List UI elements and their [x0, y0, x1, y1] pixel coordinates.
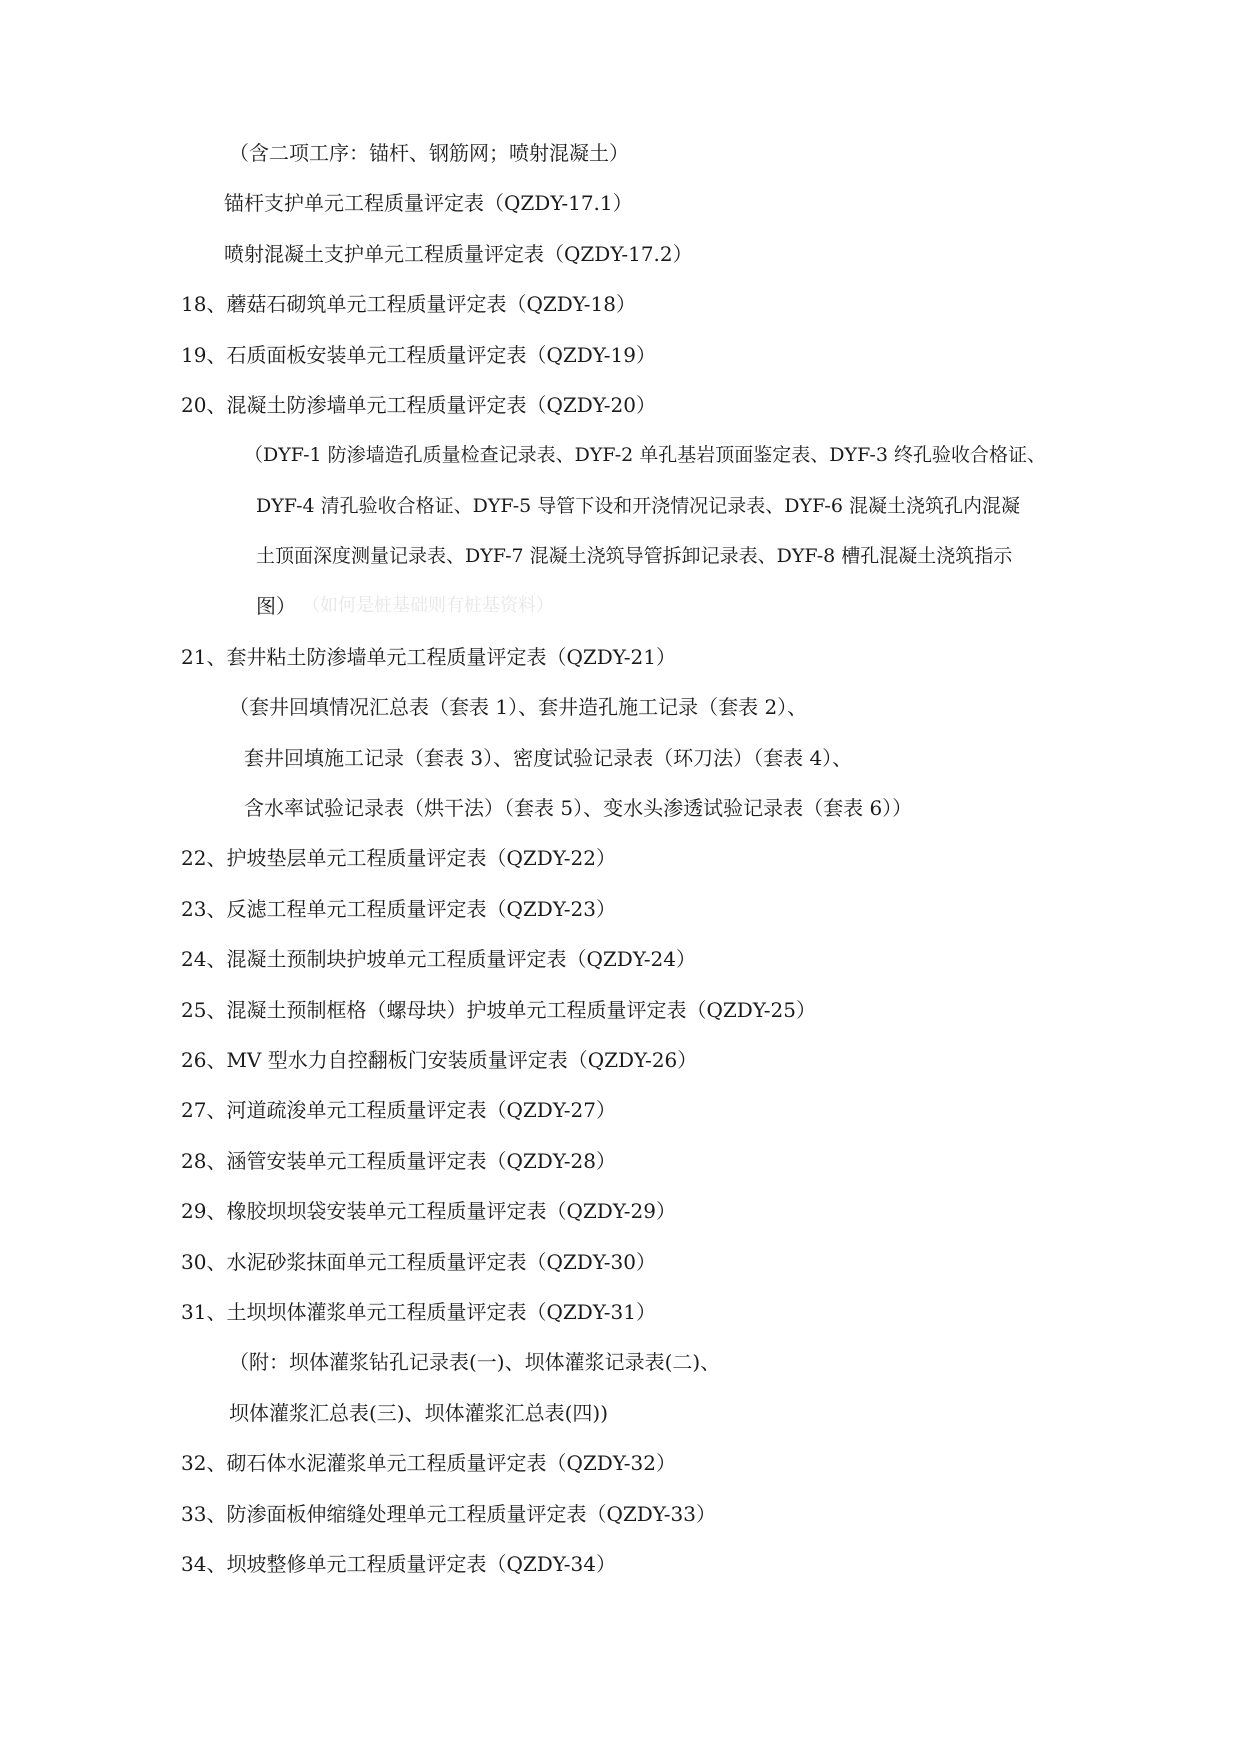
text-line-28: 33、防渗面板伸缩缝处理单元工程质量评定表（QZDY-33） — [181, 1502, 716, 1526]
text-line-7: （DYF-1 防渗墙造孔质量检查记录表、DYF-2 单孔基岩顶面鉴定表、DYF-3 终孔验收合格证、 — [244, 444, 1046, 466]
text-line-25: （附：坝体灌浆钻孔记录表(一)、坝体灌浆记录表(二)、 — [229, 1350, 721, 1374]
text-line-4: 18、蘑菇石砌筑单元工程质量评定表（QZDY-18） — [181, 292, 636, 316]
text-line-29: 34、坝坡整修单元工程质量评定表（QZDY-34） — [181, 1552, 616, 1576]
text-line-27: 32、砌石体水泥灌浆单元工程质量评定表（QZDY-32） — [181, 1451, 676, 1475]
text-line-17: 24、混凝土预制块护坡单元工程质量评定表（QZDY-24） — [181, 947, 696, 971]
text-line-15: 22、护坡垫层单元工程质量评定表（QZDY-22） — [181, 846, 616, 870]
text-line-2: 锚杆支护单元工程质量评定表（QZDY-17.1） — [224, 191, 633, 215]
text-line-23: 30、水泥砂浆抹面单元工程质量评定表（QZDY-30） — [181, 1250, 656, 1274]
text-line-9: 土顶面深度测量记录表、DYF-7 混凝土浇筑导管拆卸记录表、DYF-8 槽孔混凝土浇筑指示 — [256, 545, 1013, 567]
text-line-14: 含水率试验记录表（烘干法）（套表 5）、变水头渗透试验记录表（套表 6）） — [244, 796, 913, 820]
text-line-5: 19、石质面板安装单元工程质量评定表（QZDY-19） — [181, 343, 656, 367]
text-line-24: 31、土坝坝体灌浆单元工程质量评定表（QZDY-31） — [181, 1300, 656, 1324]
text-line-19: 26、MV 型水力自控翻板门安装质量评定表（QZDY-26） — [181, 1048, 698, 1072]
text-line-6: 20、混凝土防渗墙单元工程质量评定表（QZDY-20） — [181, 393, 656, 417]
text-line-16: 23、反滤工程单元工程质量评定表（QZDY-23） — [181, 897, 616, 921]
text-line-11: 21、套井粘土防渗墙单元工程质量评定表（QZDY-21） — [181, 645, 676, 669]
text-line-1: （含二项工序：锚杆、钢筋网；喷射混凝土） — [229, 141, 629, 165]
text-line-22: 29、橡胶坝坝袋安装单元工程质量评定表（QZDY-29） — [181, 1199, 676, 1223]
text-line-10: 图） — [256, 594, 296, 618]
text-line-20: 27、河道疏浚单元工程质量评定表（QZDY-27） — [181, 1098, 616, 1122]
faint-note: （如何是桩基础则有桩基资料） — [302, 595, 554, 616]
text-line-13: 套井回填施工记录（套表 3）、密度试验记录表（环刀法）（套表 4）、 — [244, 746, 853, 770]
text-line-3: 喷射混凝土支护单元工程质量评定表（QZDY-17.2） — [224, 242, 693, 266]
text-line-21: 28、涵管安装单元工程质量评定表（QZDY-28） — [181, 1149, 616, 1173]
text-line-18: 25、混凝土预制框格（螺母块）护坡单元工程质量评定表（QZDY-25） — [181, 998, 816, 1022]
text-line-8: DYF-4 清孔验收合格证、DYF-5 导管下设和开浇情况记录表、DYF-6 混凝土浇筑孔内混凝 — [256, 495, 1020, 517]
text-line-12: （套井回填情况汇总表（套表 1）、套井造孔施工记录（套表 2）、 — [229, 695, 808, 719]
text-line-26: 坝体灌浆汇总表(三)、坝体灌浆汇总表(四)) — [229, 1401, 609, 1425]
